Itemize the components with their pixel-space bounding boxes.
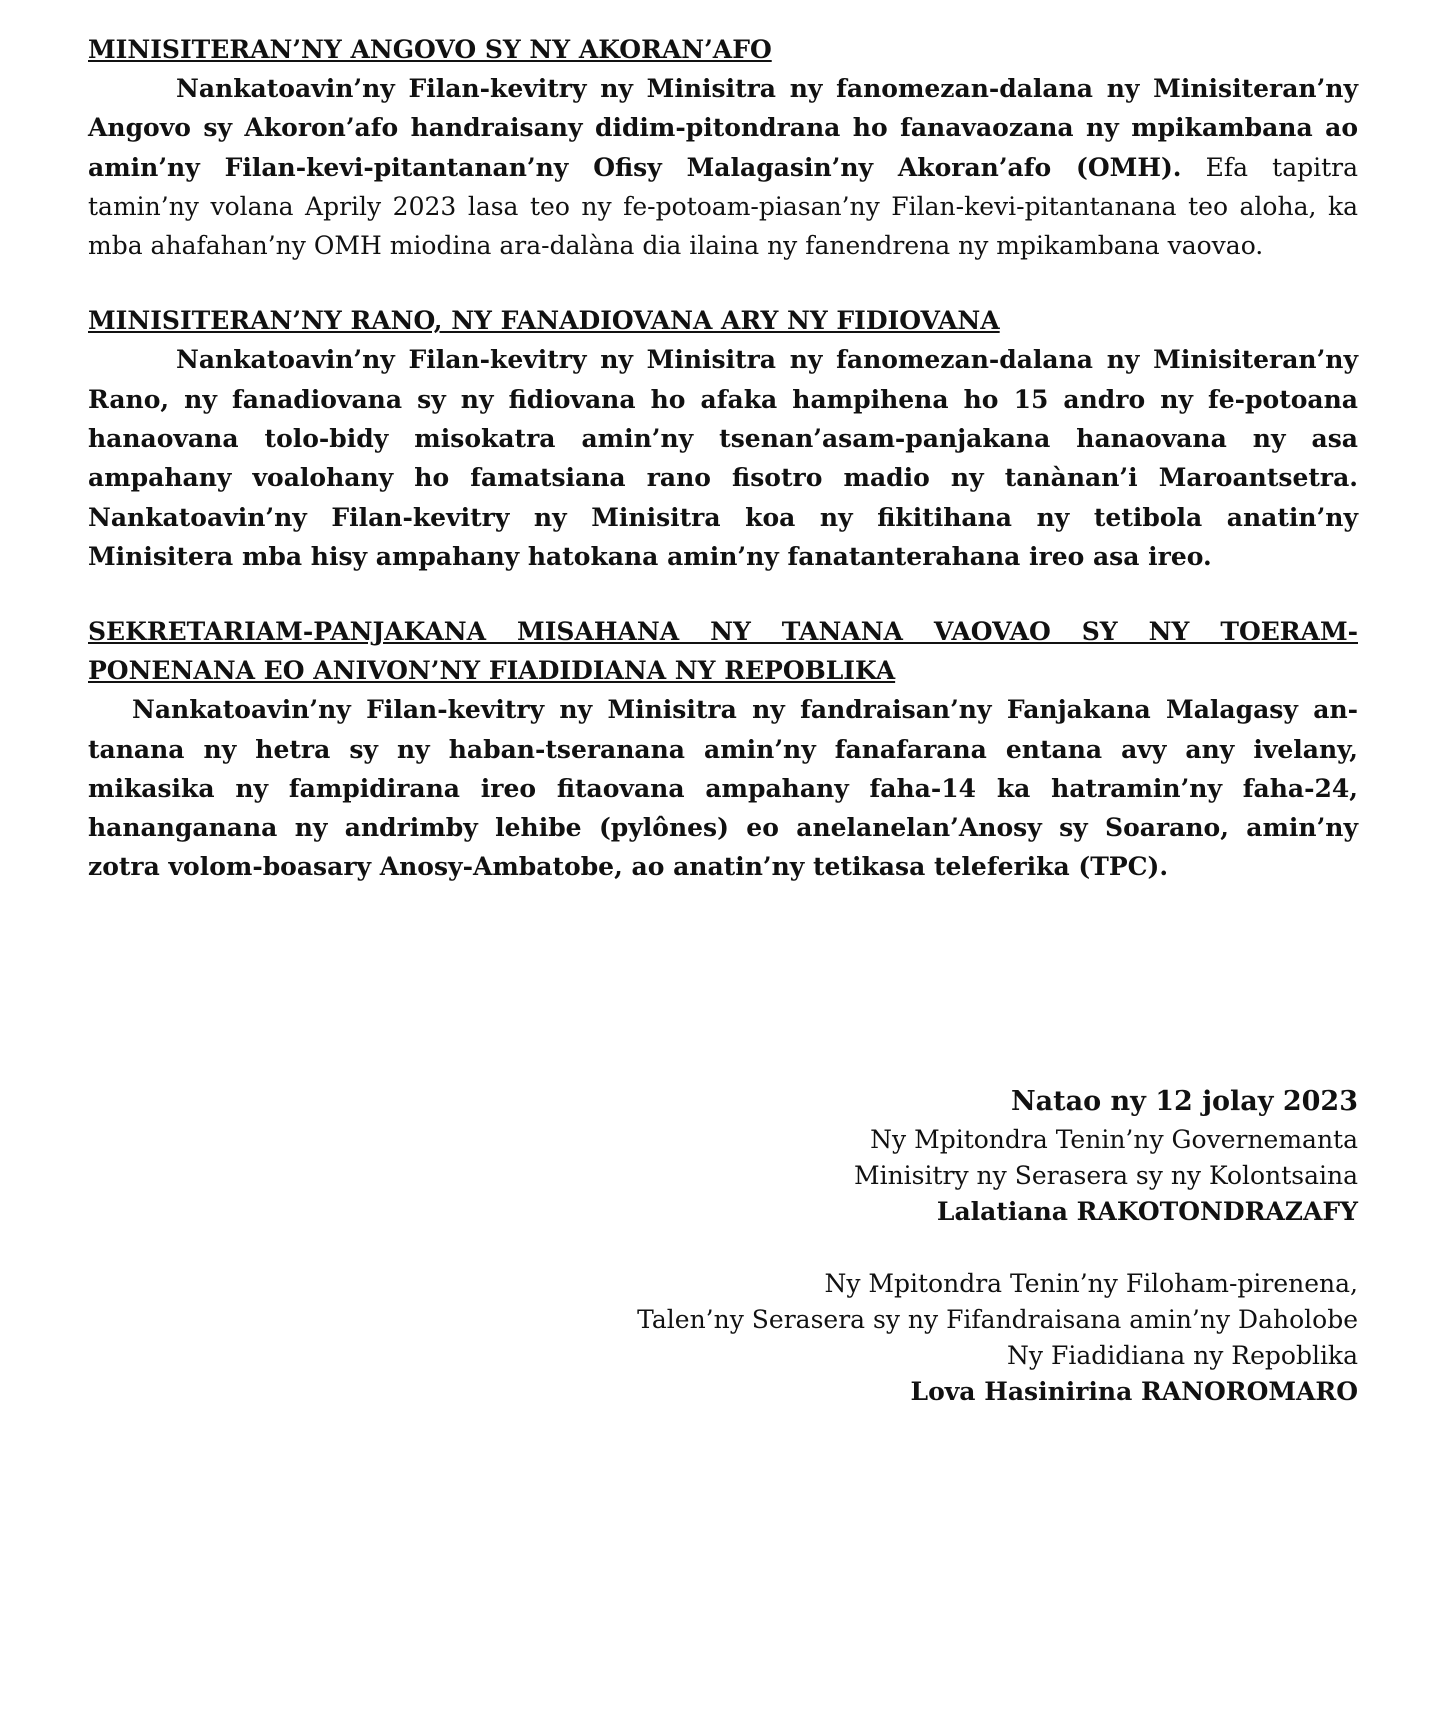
section-heading: MINISITERAN’NY ANGOVO SY NY AKORAN’AFO [88,35,772,64]
signature-spacer [637,1230,1358,1266]
signatory-title: Ny Fiadidiana ny Repoblika [1007,1341,1358,1370]
signature-date: Natao ny 12 jolay 2023 [1010,1086,1358,1117]
section-paragraph: Nankatoavin’ny Filan-kevitry ny Minisitra ny fandraisan’ny Fanjakana Malagasy an-tanana ny hetra sy ny haban-tseranana amin’ny fanafarana entana avy any ivelany, mikasika ny fampidirana ireo fitaovana ampahany faha-14 ka hatramin’ny faha-24, hananganana ny andrimby lehibe (pylônes) eo anelanelan’Anosy sy Soarano, amin’ny zotra volom-boasary Anosy-Ambatobe, ao anatin’ny tetikasa teleferika (TPC). [88,695,1358,882]
paragraph-regular-text: Efa tapitra tamin’ny volana Aprily 2023 lasa teo ny fe-potoam-piasan’ny Filan-kevi-pitantanana teo aloha, ka mba ahafahan’ny OMH miodina ara-dalàna dia ilaina ny fanendrena ny mpikambana vaovao. [88,152,1358,261]
signatory-title: Ny Mpitondra Tenin’ny Governemanta [870,1125,1358,1154]
section-heading: MINISITERAN’NY RANO, NY FANADIOVANA ARY NY FIDIOVANA [88,306,1000,336]
section-tanana-vaovao [88,612,1358,886]
signatory-name: Lova Hasinirina RANOROMARO [910,1377,1358,1406]
section-angovo [88,30,1358,265]
signatory-title: Talen’ny Serasera sy ny Fifandraisana amin’ny Daholobe [637,1305,1358,1334]
document-page [88,30,1358,923]
signature-block [637,1082,1358,1410]
section-paragraph: Nankatoavin’ny Filan-kevitry ny Minisitra ny fanomezan-dalana ny Minisiteran’ny Rano, ny fanadiovana sy ny fidiovana ho afaka hampihena ho 15 andro ny fe-potoana hanaovana tolo-bidy misokatra amin’ny tsenan’asam-panjakana hanaovana ny asa ampahany voalohany ho famatsiana rano fisotro madio ny tanànan’i Maroantsetra. Nankatoavin’ny Filan-kevitry ny Minisitra koa ny fikitihana ny tetibola anatin’ny Minisitera mba hisy ampahany hatokana amin’ny fanatanterahana ireo asa ireo. [88,345,1358,571]
section-paragraph [88,69,1358,265]
paragraph-bold-text: Nankatoavin’ny Filan-kevitry ny Minisitra ny fanomezan-dalana ny Minisiteran’ny Angovo sy Akoron’afo handraisany didim-pitondrana ho fanavaozana ny mpikambana ao amin’ny Filan-kevi-pitantanan’ny Ofisy Malagasin’ny Akoran’afo (OMH). [88,74,1358,182]
signatory-title: Minisitry ny Serasera sy ny Kolontsaina [853,1161,1358,1190]
section-rano [88,301,1358,576]
signatory-name: Lalatiana RAKOTONDRAZAFY [936,1197,1358,1226]
section-heading: SEKRETARIAM-PANJAKANA MISAHANA NY TANANA VAOVAO SY NY TOERAM-PONENANA EO ANIVON’NY FIADIDIANA NY REPOBLIKA [88,617,1358,686]
signatory-title: Ny Mpitondra Tenin’ny Filoham-pirenena, [824,1269,1358,1298]
